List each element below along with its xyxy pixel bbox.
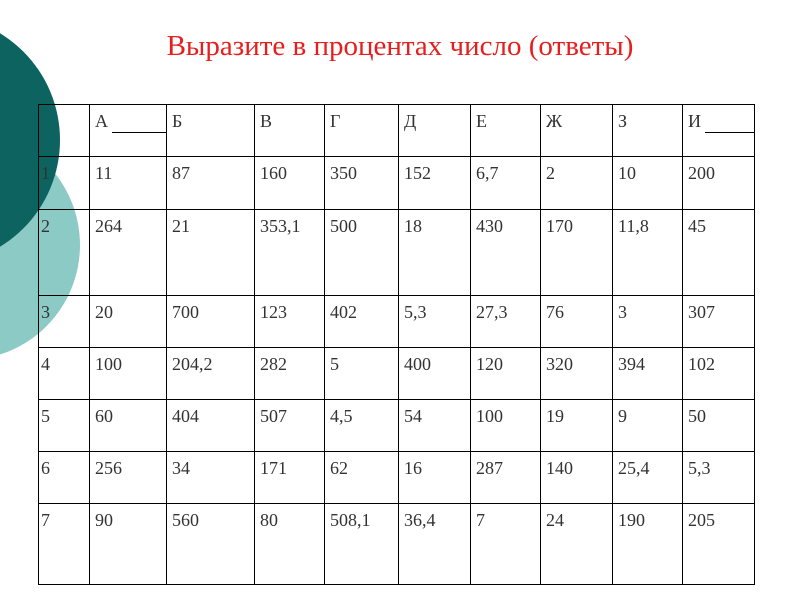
table-cell: 508,1 xyxy=(325,504,399,585)
table-cell: 6,7 xyxy=(471,157,541,210)
table-cell: 50 xyxy=(683,400,755,452)
row-number: 2 xyxy=(39,210,90,296)
column-header-zh: Ж xyxy=(541,105,613,157)
table-row xyxy=(39,348,755,400)
table-cell: 4,5 xyxy=(325,400,399,452)
header-underline xyxy=(705,132,755,133)
table-cell: 320 xyxy=(541,348,613,400)
header-underline xyxy=(112,132,167,133)
table-cell: 120 xyxy=(471,348,541,400)
table-cell: 123 xyxy=(255,296,325,348)
table-cell: 140 xyxy=(541,452,613,504)
column-header-v: В xyxy=(255,105,325,157)
table-cell: 76 xyxy=(541,296,613,348)
table-cell: 54 xyxy=(399,400,471,452)
row-number: 4 xyxy=(39,348,90,400)
table-cell: 11 xyxy=(90,157,167,210)
table-row xyxy=(39,504,755,585)
table-cell: 5 xyxy=(325,348,399,400)
column-header-g: Г xyxy=(325,105,399,157)
table-cell: 5,3 xyxy=(683,452,755,504)
table-cell: 350 xyxy=(325,157,399,210)
table-cell: 353,1 xyxy=(255,210,325,296)
table-cell: 282 xyxy=(255,348,325,400)
table-cell: 560 xyxy=(167,504,255,585)
column-header-i: И xyxy=(683,105,755,157)
table-cell: 430 xyxy=(471,210,541,296)
table-cell: 307 xyxy=(683,296,755,348)
table-cell: 171 xyxy=(255,452,325,504)
table-cell: 100 xyxy=(471,400,541,452)
table-cell: 80 xyxy=(255,504,325,585)
table-cell: 11,8 xyxy=(613,210,683,296)
table-cell: 20 xyxy=(90,296,167,348)
table-cell: 2 xyxy=(541,157,613,210)
table-cell: 19 xyxy=(541,400,613,452)
table-cell: 100 xyxy=(90,348,167,400)
row-number: 6 xyxy=(39,452,90,504)
row-number: 3 xyxy=(39,296,90,348)
table-cell: 152 xyxy=(399,157,471,210)
table-cell: 27,3 xyxy=(471,296,541,348)
table-cell: 500 xyxy=(325,210,399,296)
table-cell: 190 xyxy=(613,504,683,585)
column-header-e: Е xyxy=(471,105,541,157)
table-cell: 400 xyxy=(399,348,471,400)
table-cell: 256 xyxy=(90,452,167,504)
table-cell: 21 xyxy=(167,210,255,296)
table-cell: 200 xyxy=(683,157,755,210)
answers-table xyxy=(38,104,755,585)
table-cell: 10 xyxy=(613,157,683,210)
table-cell: 45 xyxy=(683,210,755,296)
table-cell: 25,4 xyxy=(613,452,683,504)
table-cell: 160 xyxy=(255,157,325,210)
table-cell: 404 xyxy=(167,400,255,452)
row-number: 1 xyxy=(39,157,90,210)
table-cell: 102 xyxy=(683,348,755,400)
table-cell: 264 xyxy=(90,210,167,296)
table-cell: 170 xyxy=(541,210,613,296)
column-header-b: Б xyxy=(167,105,255,157)
table-corner-cell xyxy=(39,105,90,157)
table-cell: 36,4 xyxy=(399,504,471,585)
table-header-row xyxy=(39,105,755,157)
table-row xyxy=(39,296,755,348)
table-cell: 204,2 xyxy=(167,348,255,400)
table-cell: 87 xyxy=(167,157,255,210)
table-cell: 5,3 xyxy=(399,296,471,348)
table-cell: 7 xyxy=(471,504,541,585)
column-header-a: А xyxy=(90,105,167,157)
table-cell: 18 xyxy=(399,210,471,296)
table-cell: 90 xyxy=(90,504,167,585)
table-cell: 9 xyxy=(613,400,683,452)
table-cell: 60 xyxy=(90,400,167,452)
table-cell: 62 xyxy=(325,452,399,504)
table-cell: 287 xyxy=(471,452,541,504)
table-row xyxy=(39,452,755,504)
table-row xyxy=(39,157,755,210)
table-cell: 34 xyxy=(167,452,255,504)
row-number: 5 xyxy=(39,400,90,452)
table-row xyxy=(39,210,755,296)
table-cell: 16 xyxy=(399,452,471,504)
table-row xyxy=(39,400,755,452)
table-cell: 700 xyxy=(167,296,255,348)
table-cell: 394 xyxy=(613,348,683,400)
row-number: 7 xyxy=(39,504,90,585)
column-header-d: Д xyxy=(399,105,471,157)
table-cell: 24 xyxy=(541,504,613,585)
table-cell: 402 xyxy=(325,296,399,348)
table-cell: 3 xyxy=(613,296,683,348)
column-header-z: З xyxy=(613,105,683,157)
table-cell: 205 xyxy=(683,504,755,585)
slide-title: Выразите в процентах число (ответы) xyxy=(166,30,634,62)
table-cell: 507 xyxy=(255,400,325,452)
